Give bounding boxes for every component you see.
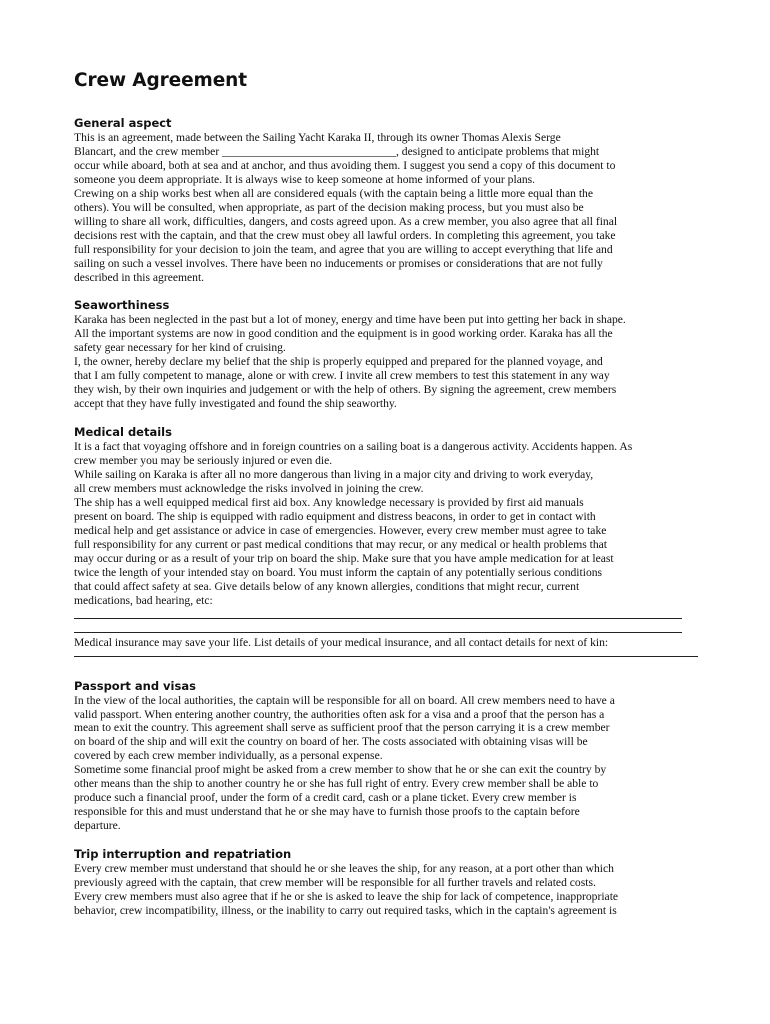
text-line: mean to exit the country. This agreement shall serve as sufficient proof that the person carrying it is a crew member xyxy=(74,721,610,735)
text-line: twice the length of your intended stay on board. You must inform the captain of any potentially serious conditions xyxy=(74,565,603,579)
section-heading: Medical details xyxy=(74,425,172,440)
text-line: Blancart, and the crew member ______________________________, designed to anticipate problems that might xyxy=(74,144,600,158)
text-line: on board of the ship and will exit the country on board of her. The costs associated with obtaining visas will be xyxy=(74,735,588,749)
text-line: Karaka has been neglected in the past but a lot of money, energy and time have been put into getting her back in shape. xyxy=(74,313,626,327)
section-general-aspect xyxy=(74,116,700,284)
section-body xyxy=(74,313,700,411)
text-line: medical help and get assistance or advice in case of emergencies. However, every crew member must agree to take xyxy=(74,523,607,537)
medical-insurance-prompt: Medical insurance may save your life. List details of your medical insurance, and all contact details for next of kin: xyxy=(74,635,609,649)
text-line: previously agreed with the captain, that crew member will be responsible for all further travels and related costs. xyxy=(74,876,596,890)
text-line: sailing on such a vessel involves. There have been no inducements or promises or considerations that are not fully xyxy=(74,256,603,270)
section-body xyxy=(74,131,700,284)
text-line: decisions rest with the captain, and that the crew must obey all lawful orders. In completing this agreement, you take xyxy=(74,228,616,242)
document-page xyxy=(74,70,700,932)
text-line: I, the owner, hereby declare my belief that the ship is properly equipped and prepared for the planned voyage, and xyxy=(74,355,603,369)
text-line: other means than the ship to another country he or she has full right of entry. Every crew member shall be able to xyxy=(74,777,599,791)
text-line: full responsibility for any current or past medical conditions that may recur, or any medical or health problems that xyxy=(74,537,608,551)
text-line: described in this agreement. xyxy=(74,270,205,284)
section-body xyxy=(74,862,700,918)
text-line: produce such a financial proof, under the form of a credit card, cash or a plane ticket. Every crew member is xyxy=(74,791,577,805)
text-line: safety gear necessary for her kind of cruising. xyxy=(74,341,286,355)
section-trip-interruption xyxy=(74,847,700,918)
section-seaworthiness xyxy=(74,298,700,411)
text-line: medications, bad hearing, etc: xyxy=(74,593,213,607)
section-heading: Passport and visas xyxy=(74,678,196,693)
section-body xyxy=(74,440,700,656)
text-line: all crew members must acknowledge the risks involved in joining the crew. xyxy=(74,482,424,496)
text-line: present on board. The ship is equipped with radio equipment and distress beacons, in order to get in contact with xyxy=(74,509,596,523)
medical-details-blank-line[interactable] xyxy=(74,622,682,633)
text-line: full responsibility for your decision to join the team, and agree that you are willing to accept everything that life and xyxy=(74,242,613,256)
text-line: they wish, by their own inquiries and judgement or with the help of others. By signing the agreement, crew members xyxy=(74,383,617,397)
section-heading: General aspect xyxy=(74,116,172,130)
text-line: that I am fully competent to manage, alone or with crew. I invite all crew members to test this statement in any way xyxy=(74,369,610,383)
text-line: others). You will be consulted, when appropriate, as part of the decision making process, but you must also be xyxy=(74,200,584,214)
text-line: departure. xyxy=(74,819,121,833)
text-line: The ship has a well equipped medical first aid box. Any knowledge necessary is provided by first aid manuals xyxy=(74,495,584,509)
text-line: crew member you may be seriously injured or even die. xyxy=(74,454,333,468)
text-line: Every crew member must understand that should he or she leaves the ship, for any reason, at a port other than which xyxy=(74,862,614,876)
text-line: While sailing on Karaka is after all no more dangerous than living in a major city and driving to work everyday, xyxy=(74,468,594,482)
section-medical-details xyxy=(74,425,700,656)
section-heading: Trip interruption and repatriation xyxy=(74,847,292,862)
section-heading: Seaworthiness xyxy=(74,298,170,313)
text-line: responsible for this and must understand that he or she may have to furnish those proofs to the captain before xyxy=(74,805,580,819)
document-title: Crew Agreement xyxy=(74,70,247,91)
text-line: Crewing on a ship works best when all are considered equals (with the captain being a little more equal than the xyxy=(74,186,593,200)
medical-details-blank-line[interactable] xyxy=(74,608,682,619)
text-line: valid passport. When entering another country, the authorities often ask for a visa and a proof that the person has a xyxy=(74,707,605,721)
text-line: behavior, crew incompatibility, illness, or the inability to carry out required tasks, which in the captain's agreement is xyxy=(74,903,617,917)
section-body xyxy=(74,694,700,834)
medical-insurance-blank-line[interactable] xyxy=(74,650,698,657)
text-line: willing to share all work, difficulties, dangers, and costs agreed upon. As a crew member, you also agree that all final xyxy=(74,214,618,228)
text-line: occur while aboard, both at sea and at anchor, and thus avoiding them. I suggest you send a copy of this document to xyxy=(74,158,616,172)
text-line: Sometime some financial proof might be asked from a crew member to show that he or she can exit the country by xyxy=(74,763,607,777)
text-line: This is an agreement, made between the Sailing Yacht Karaka II, through its owner Thomas Alexis Serge xyxy=(74,131,561,144)
text-line: covered by each crew member individually, as a personal expense. xyxy=(74,749,383,763)
text-line: that could affect safety at sea. Give details below of any known allergies, conditions that might recur, current xyxy=(74,579,580,593)
text-line: accept that they have fully investigated and found the ship seaworthy. xyxy=(74,397,397,411)
text-line: someone you deem appropriate. It is always wise to keep someone at home informed of your plans. xyxy=(74,172,536,186)
text-line: In the view of the local authorities, the captain will be responsible for all on board. All crew members need to have a xyxy=(74,693,615,707)
text-line: It is a fact that voyaging offshore and in foreign countries on a sailing boat is a dangerous activity. Accidents happen. As xyxy=(74,440,633,454)
text-line: may occur during or as a result of your trip on board the ship. Make sure that you have ample medication for at least xyxy=(74,551,614,565)
text-line: All the important systems are now in good condition and the equipment is in good working order. Karaka has all the xyxy=(74,327,613,341)
text-line: Every crew members must also agree that if he or she is asked to leave the ship for lack of competence, inappropriate xyxy=(74,889,619,903)
section-passport-and-visas xyxy=(74,679,700,834)
